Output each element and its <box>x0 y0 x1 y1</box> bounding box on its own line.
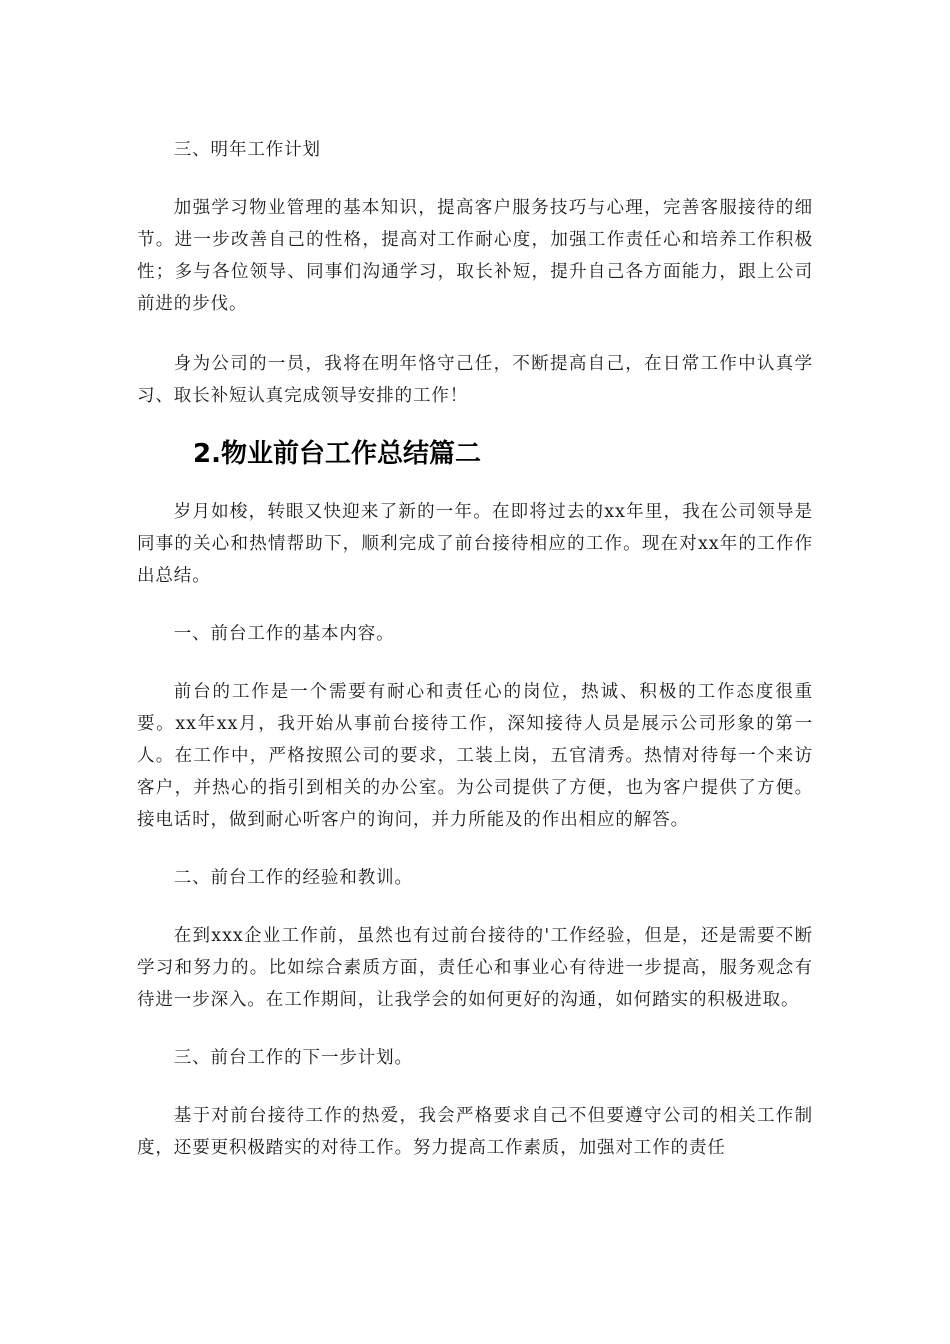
paragraph-basic-content: 前台的工作是一个需要有耐心和责任心的岗位，热诚、积极的工作态度很重要。xx年xx月，我开始从事前台接待工作，深知接待人员是展示公司形象的第一人。在工作中，严格按照公司的要求，工装上岗，五官清秀。热情对待每一个来访客户，并热心的指引到相关的办公室。为公司提供了方便，也为客户提供了方便。接电话时，做到耐心听客户的询问，并力所能及的作出相应的解答。 <box>137 682 813 830</box>
section-heading-basic: 一、前台工作的基本内容。 <box>173 624 395 644</box>
paragraph-plan-details: 加强学习物业管理的基本知识，提高客户服务技巧与心理，完善客服接待的细节。进一步改善自己的性格，提高对工作耐心度，加强工作责任心和培养工作积极性；多与各位领导、同事们沟通学习，取长补短，提升自己各方面能力，跟上公司前进的步伐。 <box>137 198 813 314</box>
article-heading: 2.物业前台工作总结篇二 <box>193 439 481 469</box>
section-heading-experience: 二、前台工作的经验和教训。 <box>173 868 413 888</box>
paragraph-commitment: 身为公司的一员，我将在明年恪守己任，不断提高自己，在日常工作中认真学习、取长补短认真完成领导安排的工作！ <box>137 354 813 406</box>
paragraph-experience: 在到xxx企业工作前，虽然也有过前台接待的'工作经验，但是，还是需要不断学习和努力的。比如综合素质方面，责任心和事业心有待进一步提高，服务观念有待进一步深入。在工作期间，让我学会的如何更好的沟通，如何踏实的积极进取。 <box>137 926 813 1010</box>
paragraph-next-plan: 基于对前台接待工作的热爱，我会严格要求自己不但要遵守公司的相关工作制度，还要更积极踏实的对待工作。努力提高工作素质，加强对工作的责任 <box>137 1106 813 1158</box>
section-heading-next-plan: 三、前台工作的下一步计划。 <box>173 1048 413 1068</box>
section-heading-plan: 三、明年工作计划 <box>173 140 321 160</box>
document-body <box>137 134 813 1164</box>
paragraph-intro: 岁月如梭，转眼又快迎来了新的一年。在即将过去的xx年里，我在公司领导是同事的关心和热情帮助下，顺利完成了前台接待相应的工作。现在对xx年的工作作出总结。 <box>137 502 813 586</box>
